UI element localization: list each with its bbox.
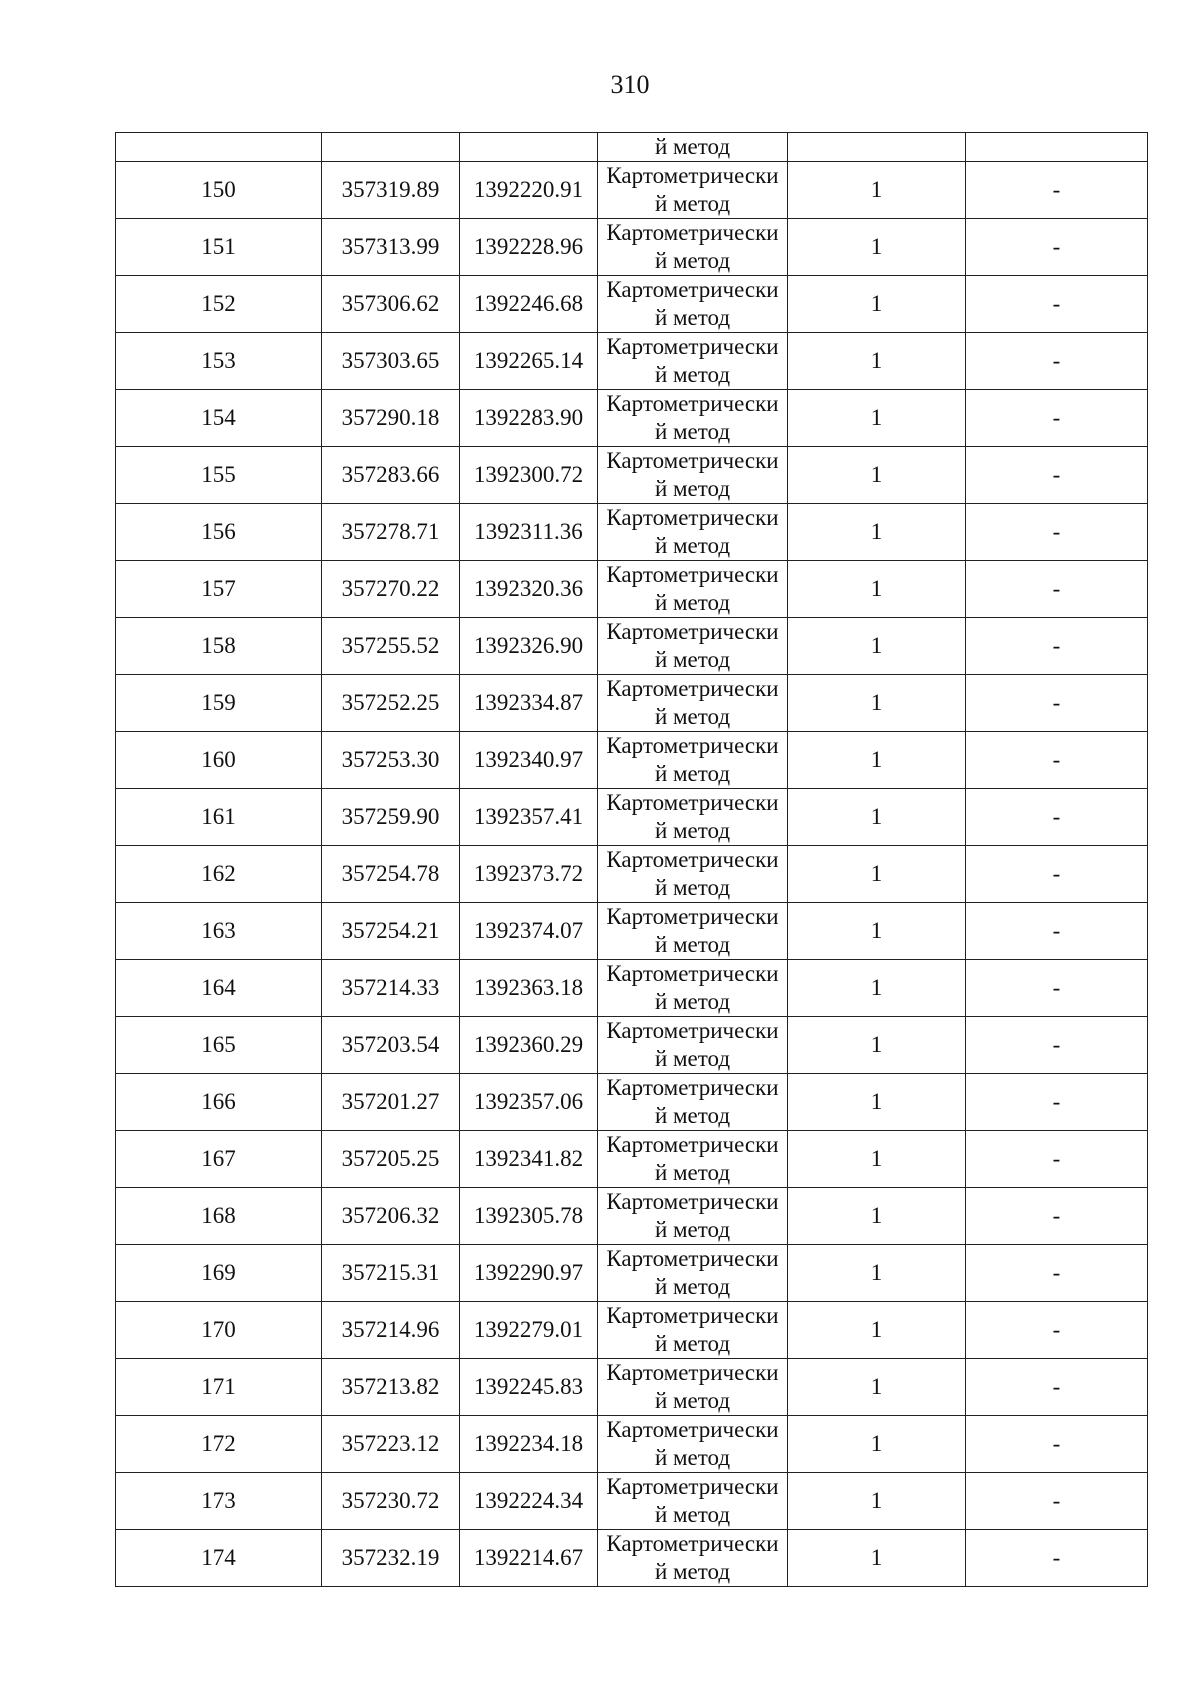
method-line-2: й метод — [654, 1331, 731, 1356]
note-cell: - — [966, 162, 1148, 219]
accuracy-cell: 1 — [788, 1302, 966, 1359]
method-line-1: Картометрически — [606, 1360, 779, 1385]
table-row — [116, 447, 1148, 504]
y-coordinate-cell: 1392245.83 — [460, 1359, 598, 1416]
point-number-cell: 150 — [116, 162, 322, 219]
y-coordinate-cell: 1392320.36 — [460, 561, 598, 618]
method-line-1: Картометрически — [606, 1018, 779, 1043]
table-cell — [460, 133, 598, 162]
y-coordinate-cell: 1392300.72 — [460, 447, 598, 504]
page-number: 310 — [610, 70, 650, 99]
table-cell — [322, 133, 460, 162]
method-cell — [598, 675, 788, 732]
table-row — [116, 504, 1148, 561]
method-line-2: й метод — [654, 248, 731, 273]
x-coordinate-cell: 357214.33 — [322, 960, 460, 1017]
y-coordinate-cell: 1392246.68 — [460, 276, 598, 333]
table-row — [116, 1017, 1148, 1074]
method-line-2: й метод — [654, 362, 731, 387]
accuracy-cell: 1 — [788, 1359, 966, 1416]
table-row — [116, 1473, 1148, 1530]
method-line-2: й метод — [654, 1559, 731, 1584]
table-row — [116, 1416, 1148, 1473]
x-coordinate-cell: 357215.31 — [322, 1245, 460, 1302]
method-cell — [598, 903, 788, 960]
method-line-2: й метод — [654, 1388, 731, 1413]
method-line-1: Картометрически — [606, 1474, 779, 1499]
x-coordinate-cell: 357254.21 — [322, 903, 460, 960]
point-number-cell: 163 — [116, 903, 322, 960]
note-cell: - — [966, 504, 1148, 561]
method-line-1: Картометрически — [606, 448, 779, 473]
method-line-2: й метод — [654, 1502, 731, 1527]
table-row — [116, 1245, 1148, 1302]
x-coordinate-cell: 357230.72 — [322, 1473, 460, 1530]
note-cell: - — [966, 561, 1148, 618]
y-coordinate-cell: 1392360.29 — [460, 1017, 598, 1074]
method-cell — [598, 333, 788, 390]
accuracy-cell: 1 — [788, 1131, 966, 1188]
table-row — [116, 1131, 1148, 1188]
note-cell: - — [966, 789, 1148, 846]
point-number-cell: 160 — [116, 732, 322, 789]
method-line-1: Картометрически — [606, 904, 779, 929]
method-line-2: й метод — [654, 1160, 731, 1185]
x-coordinate-cell: 357255.52 — [322, 618, 460, 675]
point-number-cell: 174 — [116, 1530, 322, 1587]
x-coordinate-cell: 357319.89 — [322, 162, 460, 219]
method-cell — [598, 1530, 788, 1587]
point-number-cell: 157 — [116, 561, 322, 618]
note-cell: - — [966, 1473, 1148, 1530]
coordinates-table — [115, 132, 1148, 1587]
accuracy-cell: 1 — [788, 675, 966, 732]
note-cell: - — [966, 1530, 1148, 1587]
method-line-1: Картометрически — [606, 619, 779, 644]
accuracy-cell: 1 — [788, 618, 966, 675]
method-cell — [598, 1473, 788, 1530]
point-number-cell: 156 — [116, 504, 322, 561]
point-number-cell: 155 — [116, 447, 322, 504]
point-number-cell: 166 — [116, 1074, 322, 1131]
accuracy-cell: 1 — [788, 561, 966, 618]
accuracy-cell: 1 — [788, 1074, 966, 1131]
y-coordinate-cell: 1392357.41 — [460, 789, 598, 846]
note-cell: - — [966, 1188, 1148, 1245]
method-cell — [598, 732, 788, 789]
method-line-2: й метод — [654, 305, 731, 330]
y-coordinate-cell: 1392341.82 — [460, 1131, 598, 1188]
x-coordinate-cell: 357252.25 — [322, 675, 460, 732]
method-line-1: Картометрически — [606, 562, 779, 587]
table-row — [116, 618, 1148, 675]
point-number-cell: 151 — [116, 219, 322, 276]
method-cell — [598, 1017, 788, 1074]
table-row — [116, 333, 1148, 390]
accuracy-cell: 1 — [788, 1416, 966, 1473]
x-coordinate-cell: 357223.12 — [322, 1416, 460, 1473]
method-cell — [598, 219, 788, 276]
y-coordinate-cell: 1392363.18 — [460, 960, 598, 1017]
x-coordinate-cell: 357259.90 — [322, 789, 460, 846]
table-row — [116, 675, 1148, 732]
note-cell: - — [966, 618, 1148, 675]
y-coordinate-cell: 1392334.87 — [460, 675, 598, 732]
x-coordinate-cell: 357203.54 — [322, 1017, 460, 1074]
note-cell: - — [966, 960, 1148, 1017]
table-row — [116, 1359, 1148, 1416]
accuracy-cell: 1 — [788, 846, 966, 903]
note-cell: - — [966, 1131, 1148, 1188]
method-cell — [598, 447, 788, 504]
y-coordinate-cell: 1392374.07 — [460, 903, 598, 960]
method-line-2: й метод — [654, 704, 731, 729]
x-coordinate-cell: 357206.32 — [322, 1188, 460, 1245]
method-line-1: Картометрически — [606, 220, 779, 245]
method-line-2: й метод — [654, 1103, 731, 1128]
table-row — [116, 1530, 1148, 1587]
accuracy-cell: 1 — [788, 276, 966, 333]
method-line-1: Картометрически — [606, 676, 779, 701]
y-coordinate-cell: 1392357.06 — [460, 1074, 598, 1131]
table-row — [116, 960, 1148, 1017]
point-number-cell: 171 — [116, 1359, 322, 1416]
method-line-1: Картометрически — [606, 1132, 779, 1157]
y-coordinate-cell: 1392220.91 — [460, 162, 598, 219]
method-line-1: Картометрически — [606, 1075, 779, 1100]
point-number-cell: 152 — [116, 276, 322, 333]
method-line-1: Картометрически — [606, 733, 779, 758]
method-cell — [598, 1359, 788, 1416]
x-coordinate-cell: 357303.65 — [322, 333, 460, 390]
method-line-2: й метод — [654, 932, 731, 957]
note-cell: - — [966, 1245, 1148, 1302]
x-coordinate-cell: 357254.78 — [322, 846, 460, 903]
accuracy-cell: 1 — [788, 789, 966, 846]
note-cell: - — [966, 447, 1148, 504]
x-coordinate-cell: 357313.99 — [322, 219, 460, 276]
point-number-cell: 165 — [116, 1017, 322, 1074]
accuracy-cell: 1 — [788, 1188, 966, 1245]
point-number-cell: 162 — [116, 846, 322, 903]
method-line-2: й метод — [654, 1445, 731, 1470]
method-cell — [598, 1416, 788, 1473]
note-cell: - — [966, 1302, 1148, 1359]
accuracy-cell: 1 — [788, 1017, 966, 1074]
table-row — [116, 162, 1148, 219]
table-row — [116, 1074, 1148, 1131]
y-coordinate-cell: 1392279.01 — [460, 1302, 598, 1359]
y-coordinate-cell: 1392373.72 — [460, 846, 598, 903]
continuation-row — [116, 133, 1148, 162]
x-coordinate-cell: 357201.27 — [322, 1074, 460, 1131]
method-cell — [598, 960, 788, 1017]
method-line-2: й метод — [654, 1046, 731, 1071]
method-cell — [598, 504, 788, 561]
method-cell — [598, 789, 788, 846]
method-line-1: Картометрически — [606, 961, 779, 986]
point-number-cell: 172 — [116, 1416, 322, 1473]
method-line-2: й метод — [654, 818, 731, 843]
x-coordinate-cell: 357232.19 — [322, 1530, 460, 1587]
y-coordinate-cell: 1392340.97 — [460, 732, 598, 789]
method-cell — [598, 1074, 788, 1131]
note-cell: - — [966, 675, 1148, 732]
accuracy-cell: 1 — [788, 1473, 966, 1530]
method-line-2: й метод — [654, 590, 731, 615]
table-row — [116, 846, 1148, 903]
accuracy-cell: 1 — [788, 390, 966, 447]
method-line-1: Картометрически — [606, 790, 779, 815]
note-cell: - — [966, 390, 1148, 447]
point-number-cell: 173 — [116, 1473, 322, 1530]
table-row — [116, 789, 1148, 846]
point-number-cell: 159 — [116, 675, 322, 732]
y-coordinate-cell: 1392283.90 — [460, 390, 598, 447]
x-coordinate-cell: 357205.25 — [322, 1131, 460, 1188]
method-cell — [598, 561, 788, 618]
method-cell — [598, 276, 788, 333]
y-coordinate-cell: 1392305.78 — [460, 1188, 598, 1245]
accuracy-cell: 1 — [788, 903, 966, 960]
x-coordinate-cell: 357278.71 — [322, 504, 460, 561]
method-line-2: й метод — [654, 1274, 731, 1299]
y-coordinate-cell: 1392214.67 — [460, 1530, 598, 1587]
note-cell: - — [966, 1359, 1148, 1416]
accuracy-cell: 1 — [788, 447, 966, 504]
point-number-cell: 164 — [116, 960, 322, 1017]
method-line-1: Картометрически — [606, 505, 779, 530]
table-cell — [116, 133, 322, 162]
accuracy-cell: 1 — [788, 219, 966, 276]
point-number-cell: 161 — [116, 789, 322, 846]
accuracy-cell: 1 — [788, 960, 966, 1017]
x-coordinate-cell: 357213.82 — [322, 1359, 460, 1416]
method-line-2: й метод — [654, 647, 731, 672]
accuracy-cell: 1 — [788, 162, 966, 219]
x-coordinate-cell: 357306.62 — [322, 276, 460, 333]
y-coordinate-cell: 1392326.90 — [460, 618, 598, 675]
y-coordinate-cell: 1392224.34 — [460, 1473, 598, 1530]
y-coordinate-cell: 1392290.97 — [460, 1245, 598, 1302]
y-coordinate-cell: 1392228.96 — [460, 219, 598, 276]
table-row — [116, 732, 1148, 789]
method-line-1: Картометрически — [606, 847, 779, 872]
method-line-2: й метод — [654, 191, 731, 216]
point-number-cell: 170 — [116, 1302, 322, 1359]
method-cell — [598, 1131, 788, 1188]
method-line-2: й метод — [654, 476, 731, 501]
method-line-2: й метод — [654, 419, 731, 444]
method-line-1: Картометрически — [606, 1417, 779, 1442]
point-number-cell: 169 — [116, 1245, 322, 1302]
method-line-2: й метод — [654, 1217, 731, 1242]
method-cell — [598, 390, 788, 447]
table-row — [116, 390, 1148, 447]
method-line-1: Картометрически — [606, 1531, 779, 1556]
table-row — [116, 219, 1148, 276]
x-coordinate-cell: 357253.30 — [322, 732, 460, 789]
y-coordinate-cell: 1392234.18 — [460, 1416, 598, 1473]
table-row — [116, 1188, 1148, 1245]
accuracy-cell: 1 — [788, 1530, 966, 1587]
note-cell: - — [966, 1017, 1148, 1074]
method-cell — [598, 846, 788, 903]
y-coordinate-cell: 1392311.36 — [460, 504, 598, 561]
note-cell: - — [966, 333, 1148, 390]
table-row — [116, 1302, 1148, 1359]
method-line-1: Картометрически — [606, 334, 779, 359]
accuracy-cell: 1 — [788, 504, 966, 561]
table-row — [116, 276, 1148, 333]
note-cell: - — [966, 732, 1148, 789]
accuracy-cell: 1 — [788, 732, 966, 789]
note-cell: - — [966, 903, 1148, 960]
point-number-cell: 167 — [116, 1131, 322, 1188]
table-row — [116, 903, 1148, 960]
x-coordinate-cell: 357214.96 — [322, 1302, 460, 1359]
accuracy-cell: 1 — [788, 1245, 966, 1302]
method-line-1: Картометрически — [606, 1303, 779, 1328]
method-line-2: й метод — [654, 989, 731, 1014]
method-cell — [598, 1302, 788, 1359]
x-coordinate-cell: 357290.18 — [322, 390, 460, 447]
table-cell — [788, 133, 966, 162]
point-number-cell: 158 — [116, 618, 322, 675]
method-cell — [598, 1245, 788, 1302]
x-coordinate-cell: 357270.22 — [322, 561, 460, 618]
table-row — [116, 561, 1148, 618]
method-line-2: й метод — [654, 533, 731, 558]
method-line-1: Картометрически — [606, 1246, 779, 1271]
method-line-2: й метод — [654, 761, 731, 786]
note-cell: - — [966, 1416, 1148, 1473]
method-line-2: й метод — [654, 875, 731, 900]
table-cell — [966, 133, 1148, 162]
method-line-1: Картометрически — [606, 1189, 779, 1214]
method-cell — [598, 1188, 788, 1245]
method-cell — [598, 162, 788, 219]
point-number-cell: 168 — [116, 1188, 322, 1245]
note-cell: - — [966, 219, 1148, 276]
point-number-cell: 153 — [116, 333, 322, 390]
point-number-cell: 154 — [116, 390, 322, 447]
method-line-1: Картометрически — [606, 391, 779, 416]
note-cell: - — [966, 1074, 1148, 1131]
note-cell: - — [966, 846, 1148, 903]
method-cell — [598, 618, 788, 675]
y-coordinate-cell: 1392265.14 — [460, 333, 598, 390]
x-coordinate-cell: 357283.66 — [322, 447, 460, 504]
accuracy-cell: 1 — [788, 333, 966, 390]
note-cell: - — [966, 276, 1148, 333]
method-line-1: Картометрически — [606, 163, 779, 188]
method-line-1: Картометрически — [606, 277, 779, 302]
method-cell: й метод — [598, 133, 788, 162]
coordinates-table-body — [116, 133, 1148, 1587]
